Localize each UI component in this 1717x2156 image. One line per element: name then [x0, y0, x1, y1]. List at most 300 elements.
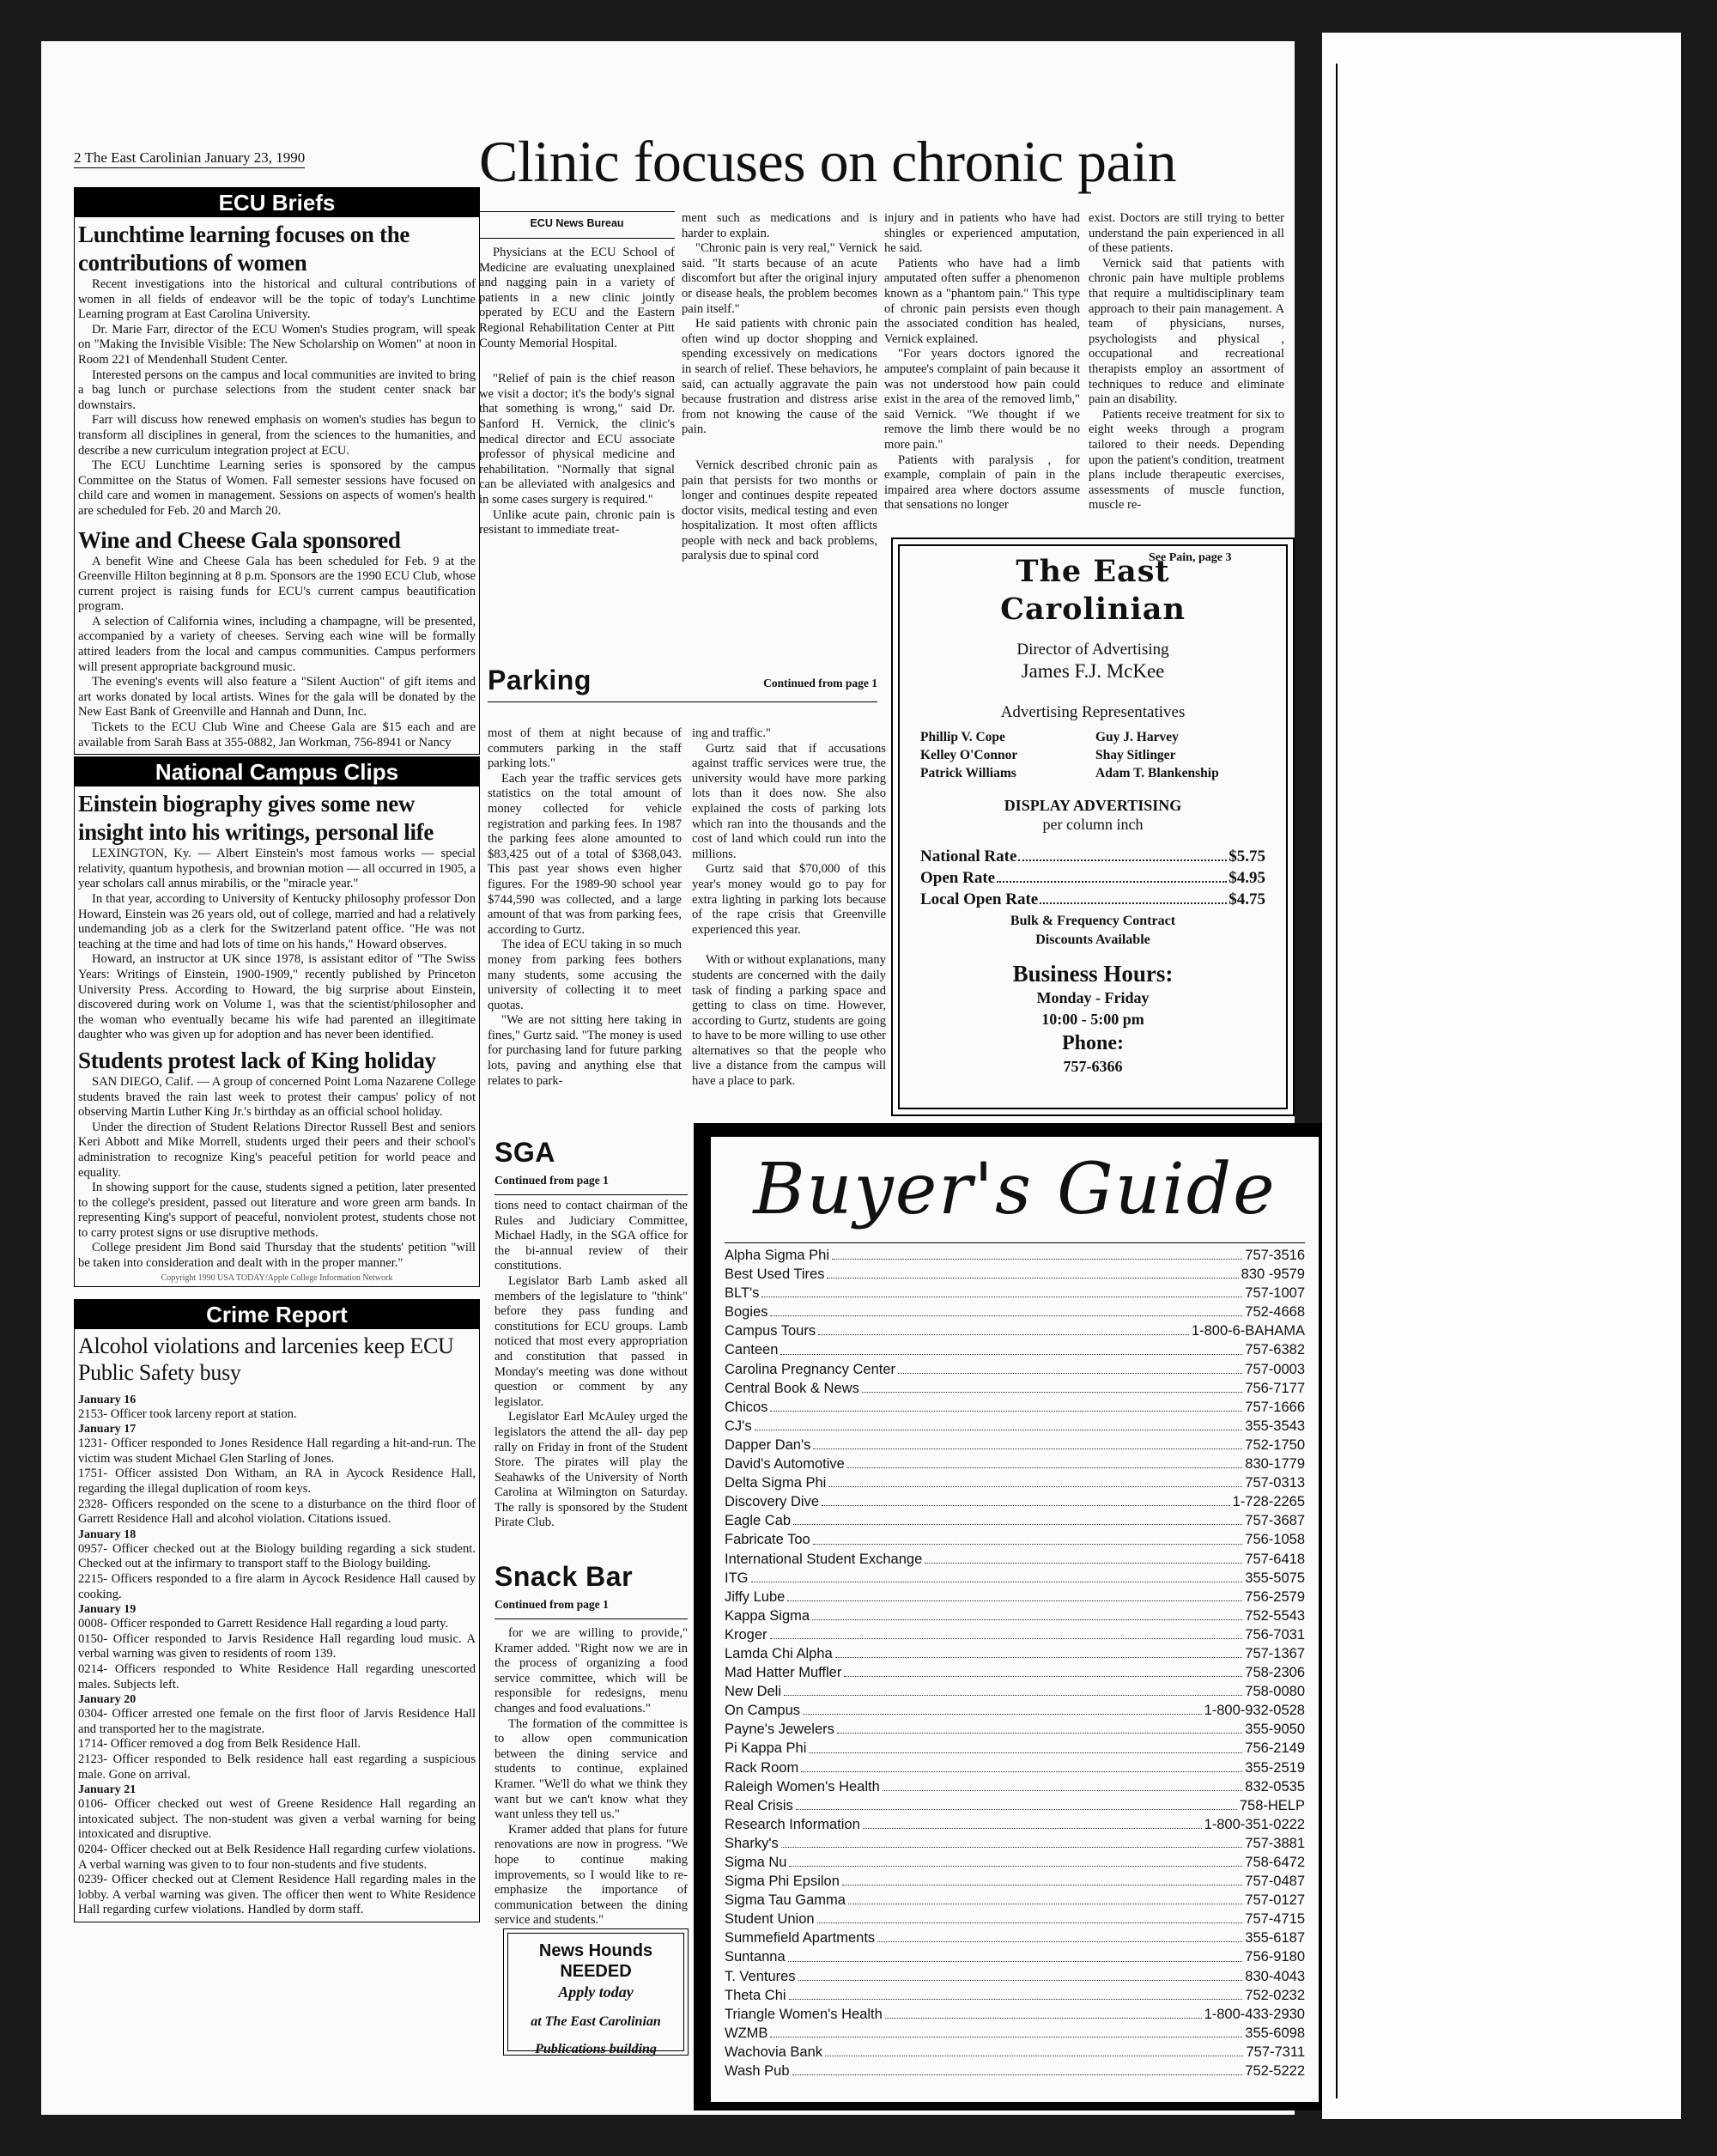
masthead-logo: The East Carolinian: [1000, 554, 1186, 627]
buyer-name: Suntanna: [725, 1949, 786, 1965]
buyer-row: [725, 1398, 1305, 1417]
rate-list: [919, 846, 1267, 910]
buyer-name: Sharky's: [725, 1835, 779, 1851]
crime-entry: 2215- Officers responded to a fire alarm in Aycock Residence Hall caused by cooking.: [78, 1572, 476, 1601]
buyer-row: [725, 1928, 1305, 1947]
dot-leader: [817, 1910, 1243, 1923]
paragraph: Patients who have had a limb amputated often suffer a phenomenon known as a "phantom pain." This type of chronic pain persists even though the associated condition has healed, Vernick explained.: [884, 256, 1080, 346]
dot-leader: [780, 1340, 1242, 1354]
buyer-phone: 355-5075: [1245, 1570, 1305, 1586]
buyer-phone: 355-6098: [1245, 2025, 1305, 2041]
buyer-phone: 758-HELP: [1239, 1797, 1305, 1813]
dot-leader: [792, 2062, 1243, 2075]
buyer-name: Dapper Dan's: [725, 1436, 811, 1453]
paragraph: In that year, according to University of Kentucky philosophy professor Don Howard, Einstein was 26 years old, out of college, married and had a relatively undemanding job as a clerk for the Switzerland patent office. "He was not teaching at the time and had lots of time on his hands," Howard observes.: [78, 892, 476, 951]
dot-leader: [844, 1663, 1242, 1677]
paragraph: The formation of the committee is to allow open communication between the dining service and students to continue, explained Kramer. "We'll do what we think they want but we can't know what they want unless they tell us.": [494, 1716, 688, 1822]
buyer-row: [725, 1417, 1305, 1436]
buyer-phone: 830-4043: [1245, 1968, 1305, 1984]
paragraph: for we are willing to provide," Kramer added. "Right now we are in the process of organizing a food service committee, which will be responsible for redesigns, menu changes and food evaluations.": [494, 1626, 688, 1716]
dot-leader: [793, 1511, 1242, 1525]
buyer-name: David's Automotive: [725, 1456, 845, 1473]
paragraph: ment such as medications and is harder to explain.: [682, 211, 877, 240]
buyer-phone: 757-0003: [1245, 1361, 1305, 1377]
buyer-name: Campus Tours: [725, 1323, 816, 1339]
dot-leader: [770, 2024, 1242, 2038]
crime-report-box: [74, 1299, 480, 1922]
buyer-name: Bogies: [725, 1304, 768, 1321]
advertising-info-inner: [898, 544, 1288, 1109]
headline-lunchtime: Lunchtime learning focuses on the contributions of women: [78, 222, 410, 276]
buyer-row: [725, 1455, 1305, 1473]
rate-row: [920, 867, 1265, 889]
buyer-phone: 752-5222: [1245, 2063, 1305, 2080]
buyer-name: Chicos: [725, 1399, 768, 1415]
buyer-phone: 752-0232: [1245, 1987, 1305, 2003]
dot-leader: [1018, 846, 1227, 861]
advertising-info-box: [891, 537, 1295, 1116]
business-time: 10:00 - 5:00 pm: [1041, 1011, 1144, 1028]
buyer-name: Central Book & News: [725, 1380, 859, 1396]
buyer-row: [725, 1853, 1305, 1872]
paragraph: The ECU Lunchtime Learning series is sponsored by the campus Committee on the Status of Women. Fall semester sessions have focused on child care and women in management. Sessions on aspects of women's health are scheduled for Feb. 20 and March 20.: [78, 459, 476, 518]
snack-continued: Continued from page 1: [494, 1598, 609, 1611]
director-label: Director of Advertising: [1016, 641, 1169, 659]
crime-entry: 2123- Officer responded to Belk residence hall east regarding a suspicious male. Gone on arrival.: [78, 1752, 476, 1782]
sga-rule: [494, 1194, 688, 1195]
buyer-phone: 1-800-932-0528: [1204, 1703, 1305, 1719]
buyer-phone: 355-3543: [1245, 1418, 1305, 1434]
dot-leader: [828, 1473, 1242, 1487]
clinic-col-1: [479, 211, 675, 671]
news-hounds-inner: [507, 1933, 684, 2056]
buyer-phone: 757-3687: [1245, 1513, 1305, 1529]
buyer-row: [725, 1321, 1305, 1340]
crime-date: January 21: [78, 1783, 137, 1797]
buyer-name: Lamda Chi Alpha: [725, 1645, 833, 1661]
page-headline: Clinic focuses on chronic pain: [479, 129, 1177, 194]
clinic-col-2: [682, 211, 877, 671]
newspaper-page: [41, 41, 1305, 2115]
story-king-holiday: [78, 1075, 476, 1272]
dot-leader: [812, 1606, 1242, 1620]
paragraph: College president Jim Bond said Thursday that the students' petition "will be taken into consideration and dealt with in the proper manner.": [78, 1241, 476, 1271]
buyer-name: Kappa Sigma: [725, 1607, 810, 1624]
dot-leader: [925, 1550, 1242, 1564]
dot-leader: [770, 1398, 1242, 1412]
paragraph: Patients with paralysis , for example, complain of pain in the impaired area where doctors assume that sensations no longer: [884, 452, 1080, 513]
rep-name: Kelley O'Connor: [920, 748, 1018, 762]
dot-leader: [784, 1682, 1242, 1696]
buyer-row: [725, 1815, 1305, 1834]
reps-list: [919, 728, 1267, 782]
buyer-name: Delta Sigma Phi: [725, 1475, 827, 1491]
buyer-name: Rack Room: [725, 1759, 799, 1776]
hounds-line1: News Hounds: [538, 1941, 653, 1960]
byline-rule: [479, 211, 675, 212]
buyer-row: [725, 2024, 1305, 2043]
buyer-phone: 757-3516: [1245, 1248, 1305, 1263]
buyer-row: [725, 1303, 1305, 1321]
buyer-phone: 752-1750: [1245, 1436, 1305, 1453]
buyer-row: [725, 1967, 1305, 1986]
buyer-row: [725, 1720, 1305, 1739]
buyer-name: Sigma Tau Gamma: [725, 1892, 846, 1909]
buyer-row: [725, 1284, 1305, 1303]
buyer-phone: 757-1367: [1245, 1645, 1305, 1661]
crime-entry: 0304- Officer arrested one female on the first floor of Jarvis Residence Hall and transported her to the magistrate.: [78, 1707, 476, 1736]
paragraph: SAN DIEGO, Calif. — A group of concerned Point Loma Nazarene College students braved the rain last week to protest their campus' policy of not observing Martin Luther King Jr.'s birthday as an official school holiday.: [78, 1074, 476, 1120]
discounts: Discounts Available: [1035, 932, 1150, 947]
buyer-phone: 752-4668: [1245, 1304, 1305, 1321]
buyer-name: Sigma Nu: [725, 1855, 787, 1870]
buyer-row: [725, 1569, 1305, 1588]
buyer-name: Payne's Jewelers: [725, 1722, 834, 1738]
dot-leader: [813, 1436, 1242, 1449]
rate-row: [920, 846, 1265, 867]
buyer-phone: 756-9180: [1245, 1949, 1305, 1965]
buyer-name: ITG: [725, 1570, 749, 1586]
buyer-phone: 757-0127: [1245, 1892, 1305, 1909]
crime-entry: 1751- Officer assisted Don Witham, an RA in Aycock Residence Hall, regarding the illegal duplication of room keys.: [78, 1467, 476, 1497]
section-title-ecu-briefs: ECU Briefs: [75, 188, 479, 217]
buyer-row: [725, 1492, 1305, 1511]
paragraph: Unlike acute pain, chronic pain is resistant to immediate treat-: [479, 507, 675, 537]
buyer-name: T. Ventures: [725, 1968, 796, 1984]
dot-leader: [825, 2043, 1243, 2056]
business-hours-label: Business Hours:: [1012, 961, 1174, 987]
buyer-row: [725, 2062, 1305, 2080]
director-name: James F.J. McKee: [1021, 660, 1165, 682]
paragraph: Patients receive treatment for six to eight weeks through a program tailored to their needs. Depending upon the patient's condition, treatment plans include therapeutic exercises, assessments of muscle function, muscle re-: [1089, 407, 1284, 513]
snack-bar-story: [494, 1561, 688, 1973]
buyer-row: [725, 1340, 1305, 1359]
buyer-name: Real Crisis: [725, 1797, 793, 1813]
paragraph: Interested persons on the campus and local communities are invited to bring a bag lunch or purchase selections from the student center snack bar downstairs.: [78, 367, 476, 412]
dot-leader: [848, 1891, 1242, 1904]
crime-entry: 0008- Officer responded to Garrett Residence Hall regarding a loud party.: [78, 1617, 449, 1631]
left-column: [74, 187, 480, 2098]
buyer-phone: 756-2149: [1245, 1740, 1305, 1757]
snack-kicker: Snack Bar: [494, 1561, 634, 1592]
reps-label: Advertising Representatives: [1000, 703, 1186, 721]
buyer-phone: 1-728-2265: [1232, 1494, 1305, 1510]
rate-label: Open Rate: [920, 869, 996, 887]
rate-row: [920, 889, 1265, 910]
paragraph: With or without explanations, many students are concerned with the daily task of finding a parking space and getting to class on time. However, according to Gurtz, students are going to have to be more willing to use other alternatives so that the people who live a distance from the campus will have a place to park.: [692, 953, 886, 1089]
byline-rule: [479, 238, 675, 239]
buyer-phone: 756-7177: [1245, 1380, 1305, 1396]
crime-entry: 1231- Officer responded to Jones Residence Hall regarding a hit-and-run. The victim was student Michael Glen Starling of Jones.: [78, 1436, 476, 1466]
paragraph: "Relief of pain is the chief reason we visit a doctor; it's the body's signal that something is wrong," said Dr. Sanford H. Vernick, the clinic's medical director and ECU associate professor of physical medicine and rehabilitation. "Normally that signal can be alleviated with analgesics and in some cases surgery is required.": [479, 372, 675, 507]
buyer-phone: 758-2306: [1245, 1665, 1305, 1681]
hounds-line5: Publications building: [535, 2042, 657, 2056]
buyer-row: [725, 1872, 1305, 1891]
paragraph: Each year the traffic services gets statistics on the total amount of money collected for vehicle registration and parking fees. In 1987 the parking fees alone amounted to $83,425 out of a total of $368,043. This past year shows even higher figures. For the 1989-90 school year $744,590 was collected, and a large amount of that was from parking fees, according to Gurtz.: [488, 771, 682, 937]
strip-rule: [1336, 64, 1338, 2098]
paragraph: Vernick said that patients with chronic pain have multiple problems that require a multidisciplinary team approach to their pain management. A team of physicians, nurses, psychologists and physical , occupational and recreational therapists employ an assortment of techniques to reduce and eliminate pain an disability.: [1089, 256, 1284, 407]
hounds-line3: Apply today: [558, 1983, 634, 2001]
buyer-phone: 757-6382: [1245, 1342, 1305, 1358]
dot-leader: [835, 1644, 1243, 1658]
dot-leader: [789, 1986, 1243, 2000]
buyer-name: Discovery Dive: [725, 1494, 820, 1510]
paragraph: "For years doctors ignored the amputee's complaint of pain because it was not understood how pain could exist in the area of the removed limb," said Vernick. "We thought if we remove the limb there would be no more pain.": [884, 347, 1080, 452]
crime-date: January 16: [78, 1393, 137, 1406]
dot-leader: [837, 1720, 1242, 1734]
adjacent-page-strip: [1322, 33, 1681, 2119]
buyer-name: Research Information: [725, 1816, 860, 1832]
dot-leader: [798, 1967, 1243, 1981]
buyer-row: [725, 1473, 1305, 1492]
rep-name: Guy J. Harvey: [1095, 730, 1179, 744]
crime-entry: 0957- Officer checked out at the Biology building regarding a sick student. Checked out at the infirmary to transport staff to the Biology building.: [78, 1541, 476, 1571]
buyer-row: [725, 1796, 1305, 1815]
paragraph: The idea of ECU taking in so much money from parking fees bothers many students, some accusing the university of collecting it to meet quotas.: [488, 938, 682, 1012]
paragraph: Physicians at the ECU School of Medicine are evaluating unexplained and nagging pain in a variety of patients in a new clinic jointly operated by ECU and the Eastern Regional Rehabilitation Center at Pitt County Memorial Hospital.: [479, 246, 675, 350]
sga-kicker: SGA: [494, 1137, 555, 1168]
buyer-row: [725, 1265, 1305, 1284]
paragraph: injury and in patients who have had shingles or experienced amputation, he said.: [884, 211, 1080, 256]
buyer-name: Eagle Cab: [725, 1513, 792, 1529]
dot-leader: [809, 1739, 1242, 1752]
dot-leader: [847, 1455, 1242, 1468]
dot-leader: [755, 1417, 1243, 1430]
crime-entry: 0214- Officers responded to White Residence Hall regarding unescorted males. Subjects left.: [78, 1661, 476, 1691]
phone-label: Phone:: [1062, 1032, 1124, 1054]
buyers-guide-inner: [711, 1137, 1319, 2102]
buyer-phone: 355-9050: [1245, 1722, 1305, 1738]
dot-leader: [832, 1246, 1242, 1260]
crime-date: January 19: [78, 1603, 137, 1617]
buyer-phone: 1-800-433-2930: [1204, 2006, 1305, 2022]
national-clips-box: [74, 756, 480, 1286]
crime-entry: 0150- Officer responded to Jarvis Residence Hall regarding loud music. A verbal warning was given to residents of room 139.: [78, 1631, 476, 1661]
parking-header: [488, 665, 877, 702]
paragraph: Tickets to the ECU Club Wine and Cheese Gala are $15 each and are available from Sarah Bass at 355-0882, Jan Workman, 756-8941 or Nancy: [78, 720, 476, 750]
crime-date: January 20: [78, 1693, 137, 1707]
buyer-name: Alpha Sigma Phi: [725, 1248, 829, 1263]
clinic-col-4: [1089, 211, 1284, 580]
paragraph: Gurtz said that $70,000 of this year's money would go to pay for extra lighting in parking lots because of the rape crisis that Greenville experienced this year.: [692, 862, 886, 937]
crime-entry: 0239- Officer checked out at Clement Residence Hall regarding males in the lobby. A verbal warning was given. The officer then went to White Residence Hall regarding curfew violations. Handled by dorm staff.: [78, 1873, 476, 1917]
buyer-name: Jiffy Lube: [725, 1588, 786, 1605]
dot-leader: [898, 1360, 1242, 1374]
paragraph: Recent investigations into the historical and cultural contributions of women in all fields of endeavor will be the topic of today's Lunchtime Learning program at East Carolina University.: [78, 277, 476, 322]
headline-einstein: Einstein biography gives some new insight into his writings, personal life: [78, 791, 434, 846]
dot-leader: [789, 1853, 1242, 1867]
buyer-row: [725, 1891, 1305, 1910]
buyer-name: Wachovia Bank: [725, 2044, 823, 2060]
buyer-phone: 756-1058: [1245, 1532, 1305, 1548]
buyers-list: [725, 1243, 1305, 2080]
folio: 2 The East Carolinian January 23, 1990: [74, 149, 305, 168]
buyer-name: Best Used Tires: [725, 1266, 825, 1283]
dot-leader: [787, 1588, 1242, 1601]
buyer-name: WZMB: [725, 2025, 768, 2041]
section-title-crime: Crime Report: [75, 1300, 479, 1329]
paragraph: most of them at night because of commuters parking in the staff parking lots.": [488, 726, 682, 771]
buyers-guide-header: [725, 1137, 1305, 1243]
paragraph: tions need to contact chairman of the Rules and Judiciary Committee, Michael Hadly, in the SGA office for the bi-annual review of their constitutions.: [494, 1199, 688, 1273]
dot-leader: [883, 1777, 1242, 1791]
buyer-name: Pi Kappa Phi: [725, 1740, 807, 1757]
crime-entries: [78, 1393, 476, 1918]
dot-leader: [842, 1872, 1242, 1886]
dot-leader: [788, 1947, 1243, 1961]
paragraph: ing and traffic.": [692, 726, 772, 740]
buyer-row: [725, 1360, 1305, 1379]
buyer-phone: 756-7031: [1245, 1626, 1305, 1643]
buyer-name: Kroger: [725, 1626, 767, 1643]
buyer-phone: 757-6418: [1245, 1551, 1305, 1567]
buyer-row: [725, 1606, 1305, 1625]
buyer-phone: 757-4715: [1245, 1911, 1305, 1928]
dot-leader: [863, 1815, 1202, 1829]
parking-kicker: Parking: [488, 665, 592, 695]
buyer-name: Carolina Pregnancy Center: [725, 1361, 896, 1377]
paragraph: A selection of California wines, including a champagne, will be presented, accompanied by a variety of cheeses. Serving each wine will be formally attired leaders from the local and campus communities. Campus performers will present appropriate background music.: [78, 614, 476, 674]
crime-entry: 1714- Officer removed a dog from Belk Residence Hall.: [78, 1737, 361, 1752]
buyer-row: [725, 2043, 1305, 2062]
rep-name: Shay Sitlinger: [1095, 748, 1176, 762]
buyer-phone: 757-0487: [1245, 1874, 1305, 1890]
story-lunchtime: [78, 277, 476, 519]
dot-leader: [796, 1796, 1237, 1810]
buyer-row: [725, 2005, 1305, 2024]
paragraph: Gurtz said that if accusations against traffic services were true, the university would have more parking lots than it does now. She also explained the costs of parking lots which ran into the thousands and the cost of land which could run into the millions.: [692, 741, 886, 861]
buyer-name: International Student Exchange: [725, 1551, 923, 1567]
dot-leader: [1040, 889, 1227, 904]
buyer-name: Triangle Women's Health: [725, 2006, 883, 2022]
rate-value: $4.95: [1229, 869, 1265, 887]
dot-leader: [781, 1834, 1243, 1848]
paragraph: Legislator Barb Lamb asked all members of the legislature to "think" before they pass funding and constitutions for ECU groups. Lamb noticed that most every appropriation and constitution that passed in Monday's meeting was done without question or comment by any legislator.: [494, 1273, 688, 1409]
rep-name: Phillip V. Cope: [920, 730, 1005, 744]
paragraph: Vernick described chronic pain as pain that persists for two months or longer and continues despite repeated doctor visits, medical testing and even hospitalization. It most often afflicts people with neck and back problems, paralysis due to spinal cord: [682, 458, 877, 563]
dot-leader: [997, 867, 1227, 883]
buyers-guide-title: Buyer's Guide: [753, 1149, 1277, 1230]
rep-name: Patrick Williams: [920, 766, 1016, 780]
buyer-phone: 757-0313: [1245, 1475, 1305, 1491]
buyer-name: Wash Pub: [725, 2063, 790, 2080]
buyer-row: [725, 1910, 1305, 1928]
buyer-name: Summefield Apartments: [725, 1930, 876, 1946]
story-einstein: [78, 847, 476, 1043]
rate-value: $4.75: [1229, 890, 1265, 908]
jump-line-pain[interactable]: See Pain, page 3: [1149, 551, 1232, 564]
wire-credit: Copyright 1990 USA TODAY/Apple College Information Network: [161, 1272, 393, 1283]
buyer-phone: 758-6472: [1245, 1855, 1305, 1870]
story-wine-cheese: [78, 555, 476, 751]
phone-number: 757-6366: [1063, 1058, 1123, 1075]
section-title-national: National Campus Clips: [75, 757, 479, 786]
rate-label: National Rate: [920, 847, 1017, 865]
buyer-phone: 757-1666: [1245, 1399, 1305, 1415]
buyer-name: Student Union: [725, 1911, 815, 1928]
buyer-row: [725, 1379, 1305, 1398]
paragraph: "Chronic pain is very real," Vernick said. "It starts because of an acute discomfort but after the original injury or disease heals, the problem becomes pain itself.": [682, 241, 877, 316]
buyer-row: [725, 1947, 1305, 1966]
dot-leader: [801, 1758, 1242, 1772]
dot-leader: [885, 2005, 1202, 2019]
buyer-name: Canteen: [725, 1342, 779, 1358]
buyer-name: Theta Chi: [725, 1987, 786, 2003]
paragraph: Kramer added that plans for future renovations are now in progress. "We hope to continue making improvements, so I would like to re-emphasize the importance of communication between the dining service and students.": [494, 1822, 688, 1928]
buyer-row: [725, 1436, 1305, 1455]
dot-leader: [827, 1265, 1238, 1278]
buyer-phone: 1-800-351-0222: [1204, 1816, 1305, 1832]
dot-leader: [877, 1928, 1242, 1942]
parking-continued: Continued from page 1: [763, 677, 877, 689]
buyer-phone: 757-3881: [1245, 1835, 1305, 1851]
headline-king-holiday: Students protest lack of King holiday: [78, 1047, 436, 1073]
paragraph: A benefit Wine and Cheese Gala has been scheduled for Feb. 9 at the Greenville Hilton beginning at 8 p.m. Sponsors are the 1990 ECU Club, whose current project is raising funds for ECU's current campus beautification program.: [78, 554, 476, 614]
dot-leader: [822, 1492, 1230, 1506]
buyer-row: [725, 1663, 1305, 1682]
buyer-phone: 830-1779: [1245, 1456, 1305, 1473]
crime-date: January 17: [78, 1423, 137, 1436]
buyer-name: Sigma Phi Epsilon: [725, 1874, 840, 1890]
buyer-phone: 355-6187: [1245, 1930, 1305, 1946]
crime-date: January 18: [78, 1527, 137, 1541]
buyer-row: [725, 1625, 1305, 1644]
crime-entry: 0204- Officer checked out at Belk Residence Hall regarding curfew violations. A verbal warning was given to to four non-students and five students.: [78, 1842, 476, 1872]
buyer-phone: 752-5543: [1245, 1607, 1305, 1624]
reps-right: [1095, 728, 1267, 782]
dot-leader: [761, 1284, 1242, 1297]
display-ad-label: DISPLAY ADVERTISING: [1004, 797, 1182, 814]
paragraph: "We are not sitting here taking in fines," Gurtz said. "The money is used for purchasing land for future parking lots, paving and anything else that relates to park-: [488, 1013, 682, 1088]
hounds-line2: NEEDED: [560, 1962, 632, 1981]
buyer-row: [725, 1246, 1305, 1265]
buyer-row: [725, 1701, 1305, 1720]
business-days: Monday - Friday: [1036, 989, 1150, 1006]
rate-label: Local Open Rate: [920, 890, 1039, 908]
buyer-row: [725, 1588, 1305, 1606]
buyer-phone: 832-0535: [1245, 1778, 1305, 1795]
dot-leader: [818, 1321, 1189, 1335]
crime-entry: 2153- Officer took larceny report at station.: [78, 1406, 297, 1421]
buyer-row: [725, 1550, 1305, 1569]
buyer-name: On Campus: [725, 1703, 801, 1719]
ecu-briefs-box: [74, 187, 480, 755]
dot-leader: [813, 1530, 1243, 1544]
buyer-row: [725, 1986, 1305, 2005]
crime-entry: 0106- Officer checked out west of Greene Residence Hall regarding an intoxicated subject. The non-student was given a verbal warning for being intoxicated and disruptive.: [78, 1797, 476, 1842]
paragraph: The evening's events will also feature a "Silent Auction" of gift items and art works donated by local artists. Wines for the gala will be donated by the New East Bank of Greenville and Hannah and Dunn, Inc.: [78, 675, 476, 720]
parking-col-2: [692, 726, 886, 1130]
paragraph: Under the direction of Student Relations Director Russell Best and seniors Keri Abbott and Mike Morrell, students urged their peers and their school's administration to recognize King's peaceful petition for world peace and equality.: [78, 1120, 476, 1180]
dot-leader: [770, 1625, 1243, 1639]
dot-leader: [770, 1303, 1242, 1316]
buyer-phone: 1-800-6-BAHAMA: [1191, 1323, 1305, 1339]
hounds-line4: at The East Carolinian: [531, 2014, 661, 2029]
rate-value: $5.75: [1229, 847, 1265, 865]
headline-crime: Alcohol violations and larcenies keep ECU Public Safety busy: [78, 1333, 454, 1385]
buyer-row: [725, 1530, 1305, 1549]
paragraph: exist. Doctors are still trying to better understand the pain experienced in all of these patients.: [1089, 211, 1284, 256]
buyer-phone: 757-1007: [1245, 1285, 1305, 1302]
dot-leader: [862, 1379, 1242, 1393]
headline-wine-cheese: Wine and Cheese Gala sponsored: [78, 526, 401, 553]
buyer-row: [725, 1834, 1305, 1853]
buyers-guide-ad: [694, 1123, 1336, 2110]
news-hounds-ad[interactable]: [503, 1928, 689, 2056]
buyer-phone: 830 -9579: [1241, 1266, 1305, 1283]
buyer-name: Fabricate Too: [725, 1532, 810, 1548]
rep-name: Adam T. Blankenship: [1095, 766, 1219, 780]
